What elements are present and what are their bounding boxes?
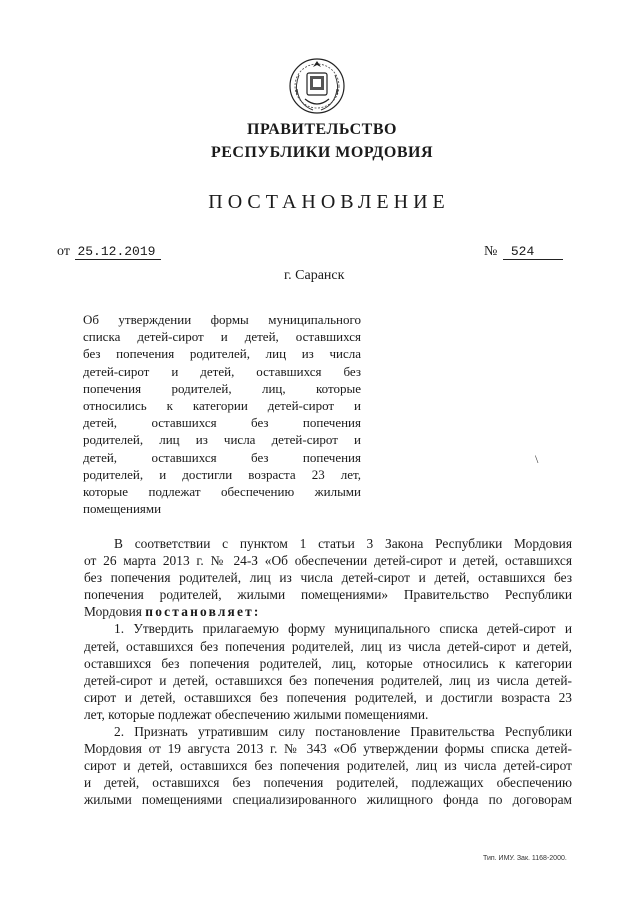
body-line: лет, которые подлежат обеспечению жилыми помещениями. <box>84 706 429 722</box>
body-line: 1. Утвердить прилагаемую форму муниципального списка детей-сирот и <box>114 621 572 637</box>
government-title-line1: ПРАВИТЕЛЬСТВО <box>247 121 397 138</box>
body-line: детей-сирот и детей, оставшихся без попечения родителей, лиц из числа детей- <box>84 672 572 688</box>
body-line: оставшихся без попечения родителей, лиц, которые относились к категории <box>84 655 572 671</box>
title-line: относились к категории детей-сирот и <box>83 398 361 414</box>
date-prefix: от <box>57 244 70 259</box>
body-line: сирот и детей, оставшихся без попечения родителей, лиц из числа детей-сирот <box>84 758 572 774</box>
body-line: без попечения родителей, лиц из числа детей-сирот и детей, оставшихся без <box>84 570 572 586</box>
body-line: В соответствии с пунктом 1 статьи 3 Закона Республики Мордовия <box>114 536 572 551</box>
stray-pen-mark: \ <box>535 452 539 466</box>
title-line: без попечения родителей, лиц из числа <box>83 346 361 362</box>
resolution-title <box>83 311 361 517</box>
document-number <box>484 244 563 260</box>
print-footer: Тип. ИМУ. Зак. 1168-2000. <box>483 855 567 862</box>
title-line: детей-сирот и детей, оставшихся без <box>83 363 361 379</box>
number-prefix: № <box>484 244 498 259</box>
title-line: Об утверждении формы муниципального <box>83 312 361 327</box>
enacting-prefix: Мордовия <box>84 604 146 620</box>
body-line: и детей, оставшихся без попечения родителей, подлежащих обеспечению <box>84 775 572 791</box>
body-line: от 26 марта 2013 г. № 24-З «Об обеспечении детей-сирот и детей, оставшихся <box>84 553 572 569</box>
title-line: попечения родителей, лиц, которые <box>83 380 361 396</box>
document-type-heading: ПОСТАНОВЛЕНИЕ <box>208 191 450 213</box>
document-date <box>57 244 161 260</box>
body-line: детей, оставшихся без попечения родителей, лиц из числа детей-сирот и детей, <box>84 638 572 654</box>
title-line: родителей, и достигли возраста 23 лет, <box>83 466 361 482</box>
body-line: попечения родителей, жилыми помещениями» Правительство Республики <box>84 587 572 603</box>
title-line: детей, оставшихся без попечения <box>83 415 361 431</box>
title-line: детей, оставшихся без попечения <box>83 449 361 465</box>
body-line: сирот и детей, оставшихся без попечения родителей, и достигли возраста 23 <box>84 689 572 705</box>
body-line: 2. Признать утратившим силу постановление Правительства Республики <box>114 724 572 740</box>
title-line: списка детей-сирот и детей, оставшихся <box>83 329 361 345</box>
body-line: жилыми помещениями специализированного жилищного фонда по договорам <box>84 792 572 808</box>
body-line: Мордовия от 19 августа 2013 г. № 343 «Об утверждении формы списка детей- <box>84 741 572 757</box>
number-value: 524 <box>503 244 563 260</box>
title-line: родителей, лиц из числа детей-сирот и <box>83 432 361 448</box>
title-line: помещениями <box>83 501 162 517</box>
date-value: 25.12.2019 <box>75 244 161 260</box>
body-line-enacting <box>84 603 572 620</box>
city-name: г. Саранск <box>284 268 345 283</box>
resolution-body <box>84 535 572 809</box>
enacting-word: постановляет: <box>145 604 261 620</box>
title-line: которые подлежат обеспечению жилыми <box>83 484 361 500</box>
government-title-line2: РЕСПУБЛИКИ МОРДОВИЯ <box>210 144 433 161</box>
coat-of-arms-emblem <box>287 55 347 117</box>
